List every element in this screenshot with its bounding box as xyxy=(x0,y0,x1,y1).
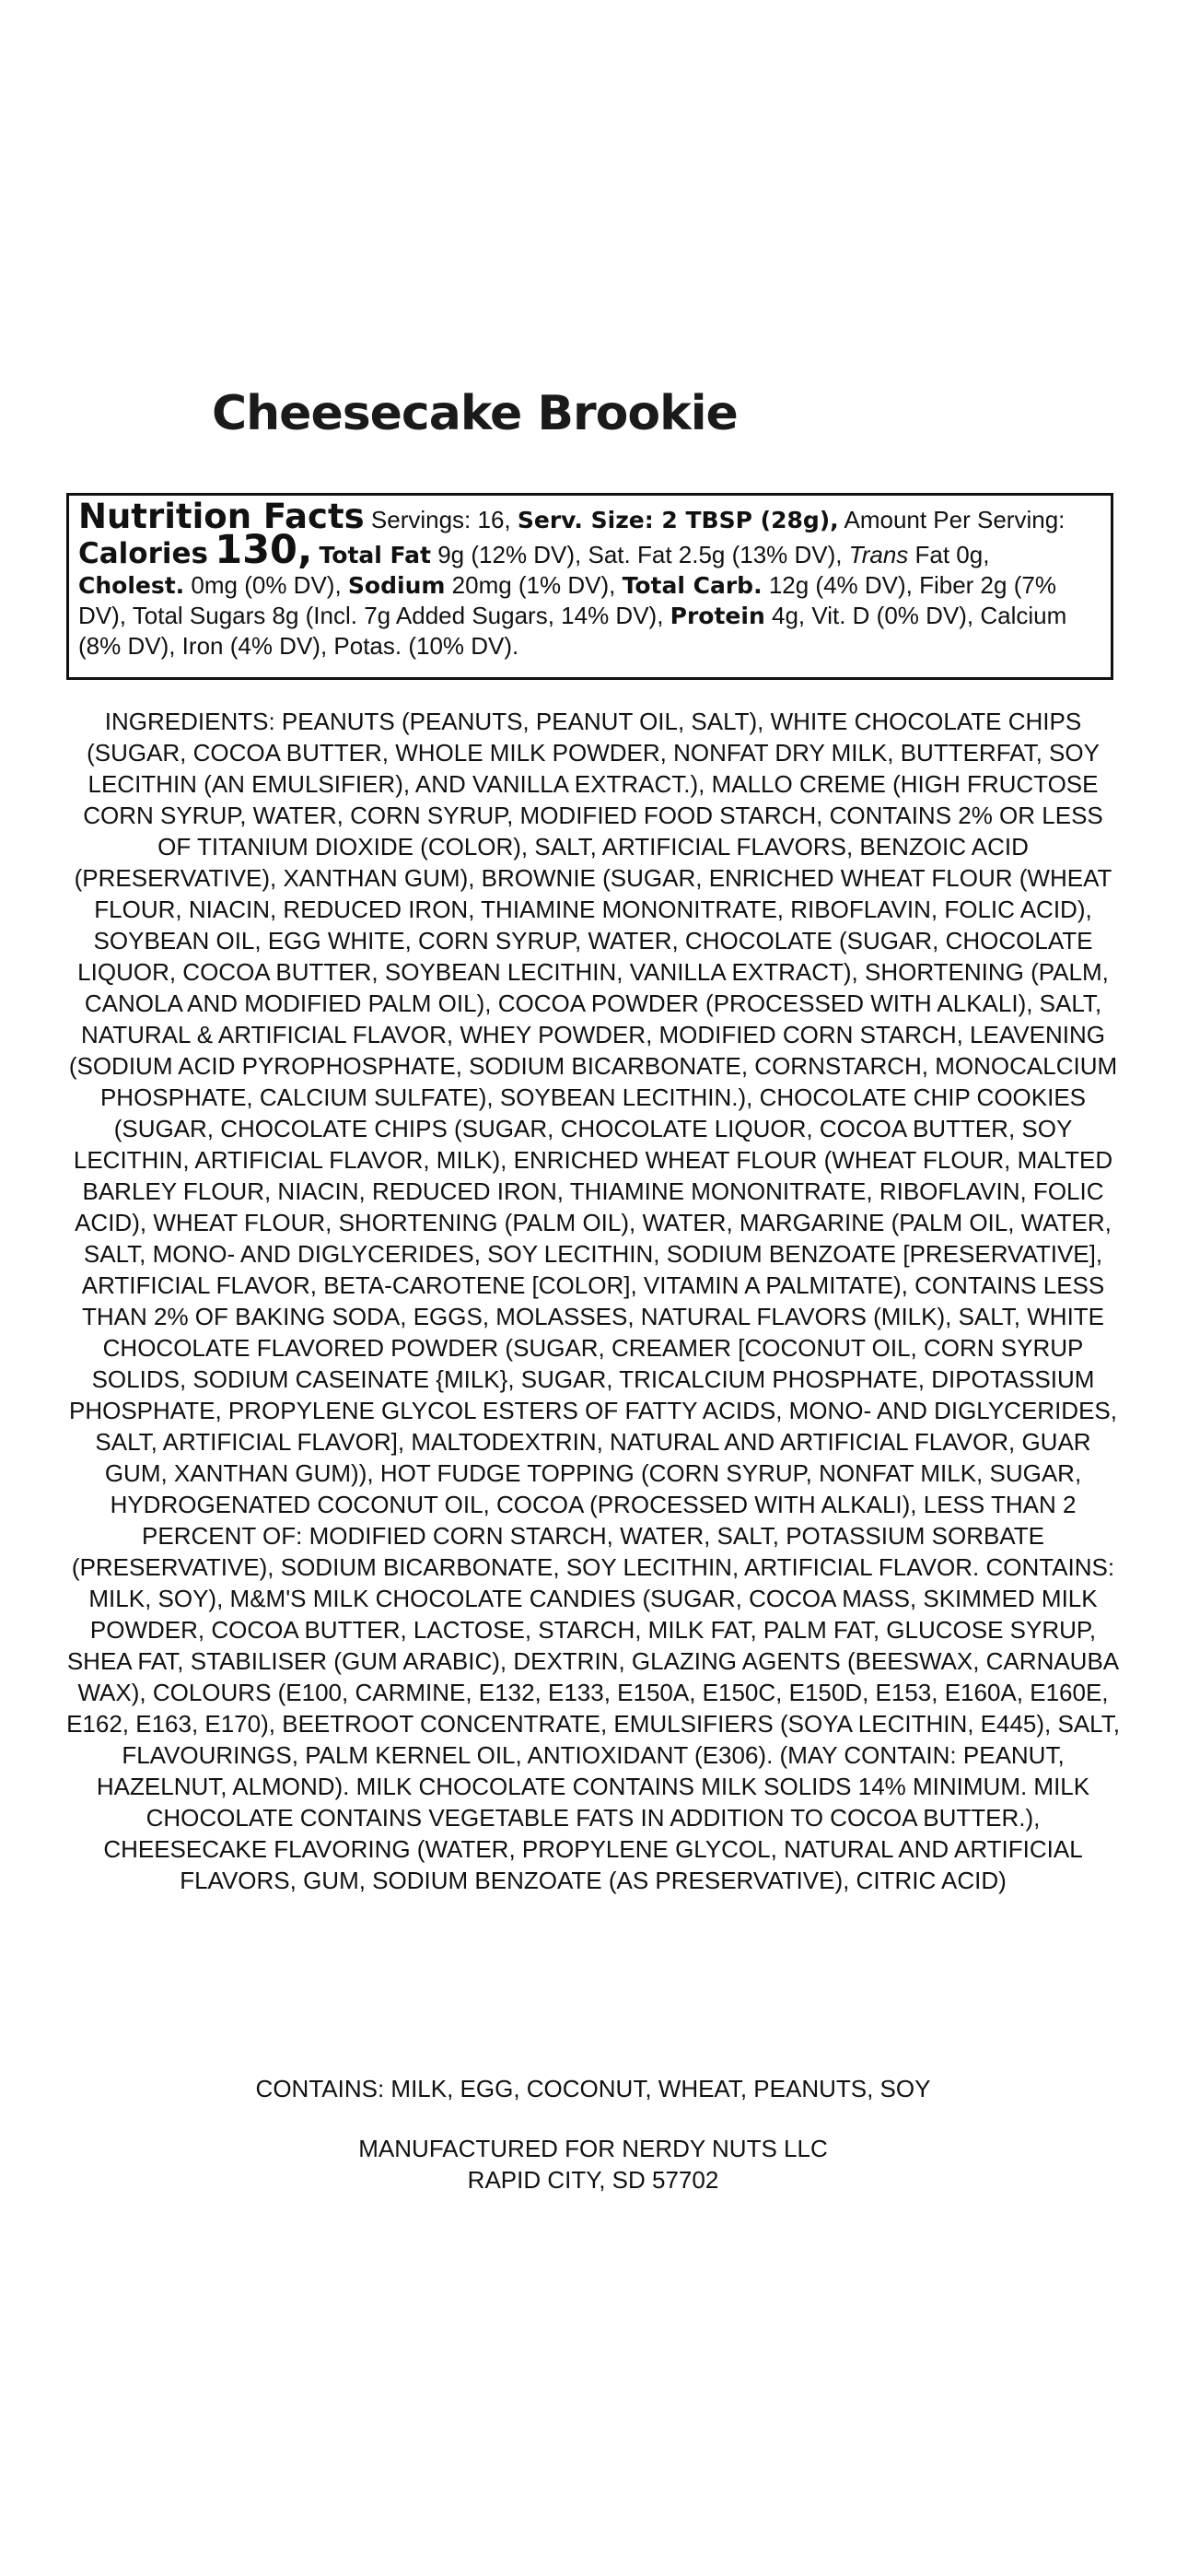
nutrition-total-fat-value: 9g (12% DV), Sat. Fat 2.5g (13% DV), xyxy=(437,541,843,568)
nutrition-carb-value: 12g (4% DV), Fiber 2g (7% DV), Total Sugars 8g (Incl. 7g Added Sugars, 14% DV), xyxy=(78,571,1056,629)
nutrition-servings: Servings: 16, xyxy=(370,506,511,533)
nutrition-sodium-label: Sodium xyxy=(347,572,446,599)
nutrition-trans-label: Trans xyxy=(848,541,909,568)
nutrition-trans-value: Fat 0g, xyxy=(914,541,990,568)
manufacturer-info xyxy=(64,2133,1122,2195)
nutrition-facts-panel xyxy=(66,493,1113,680)
product-title: Cheesecake Brookie xyxy=(212,386,738,441)
nutrition-calories-label: Calories xyxy=(78,537,208,570)
nutrition-total-fat-label: Total Fat xyxy=(319,542,431,568)
nutrition-sodium-value: 20mg (1% DV), xyxy=(451,571,616,599)
ingredients-list: INGREDIENTS: PEANUTS (PEANUTS, PEANUT OIL, SALT), WHITE CHOCOLATE CHIPS (SUGAR, COCOA BUTTER, WHOLE MILK POWDER, NONFAT DRY MILK, BUTTERFAT, SOY LECITHIN (AN EMULSIFIER), AND VANILLA EXTRACT.), MALLO CREME (HIGH FRUCTOSE CORN SYRUP, WATER, CORN SYRUP, MODIFIED FOOD STARCH, CONTAINS 2% OR LESS OF TITANIUM DIOXIDE (COLOR), SALT, ARTIFICIAL FLAVORS, BENZOIC ACID (PRESERVATIVE), XANTHAN GUM), BROWNIE (SUGAR, ENRICHED WHEAT FLOUR (WHEAT FLOUR, NIACIN, REDUCED IRON, THIAMINE MONONITRATE, RIBOFLAVIN, FOLIC ACID), SOYBEAN OIL, EGG WHITE, CORN SYRUP, WATER, CHOCOLATE (SUGAR, CHOCOLATE LIQUOR, COCOA BUTTER, SOYBEAN LECITHIN, VANILLA EXTRACT), SHORTENING (PALM, CANOLA AND MODIFIED PALM OIL), COCOA POWDER (PROCESSED WITH ALKALI), SALT, NATURAL & ARTIFICIAL FLAVOR, WHEY POWDER, MODIFIED CORN STARCH, LEAVENING (SODIUM ACID PYROPHOSPHATE, SODIUM BICARBONATE, CORNSTARCH, MONOCALCIUM PHOSPHATE, CALCIUM SULFATE), SOYBEAN LECITHIN.), CHOCOLATE CHIP COOKIES (SUGAR, CHOCOLATE CHIPS (SUGAR, CHOCOLATE LIQUOR, COCOA BUTTER, SOY LECITHIN, ARTIFICIAL FLAVOR, MILK), ENRICHED WHEAT FLOUR (WHEAT FLOUR, MALTED BARLEY FLOUR, NIACIN, REDUCED IRON, THIAMINE MONONITRATE, RIBOFLAVIN, FOLIC ACID), WHEAT FLOUR, SHORTENING (PALM OIL), WATER, MARGARINE (PALM OIL, WATER, SALT, MONO- AND DIGLYCERIDES, SOY LECITHIN, SODIUM BENZOATE [PRESERVATIVE], ARTIFICIAL FLAVOR, BETA-CAROTENE [COLOR], VITAMIN A PALMITATE), CONTAINS LESS THAN 2% OF BAKING SODA, EGGS, MOLASSES, NATURAL FLAVORS (MILK), SALT, WHITE CHOCOLATE FLAVORED POWDER (SUGAR, CREAMER [COCONUT OIL, CORN SYRUP SOLIDS, SODIUM CASEINATE {MILK}, SUGAR, TRICALCIUM PHOSPHATE, DIPOTASSIUM PHOSPHATE, PROPYLENE GLYCOL ESTERS OF FATTY ACIDS, MONO- AND DIGLYCERIDES, SALT, ARTIFICIAL FLAVOR], MALTODEXTRIN, NATURAL AND ARTIFICIAL FLAVOR, GUAR GUM, XANTHAN GUM)), HOT FUDGE TOPPING (CORN SYRUP, NONFAT MILK, SUGAR, HYDROGENATED COCONUT OIL, COCOA (PROCESSED WITH ALKALI), LESS THAN 2 PERCENT OF: MODIFIED CORN STARCH, WATER, SALT, POTASSIUM SORBATE (PRESERVATIVE), SODIUM BICARBONATE, SOY LECITHIN, ARTIFICIAL FLAVOR. CONTAINS: MILK, SOY), M&M'S MILK CHOCOLATE CANDIES (SUGAR, COCOA MASS, SKIMMED MILK POWDER, COCOA BUTTER, LACTOSE, STARCH, MILK FAT, PALM FAT, GLUCOSE SYRUP, SHEA FAT, STABILISER (GUM ARABIC), DEXTRIN, GLAZING AGENTS (BEESWAX, CARNAUBA WAX), COLOURS (E100, CARMINE, E132, E133, E150A, E150C, E150D, E153, E160A, E160E, E162, E163, E170), BEETROOT CONCENTRATE, EMULSIFIERS (SOYA LECITHIN, E445), SALT, FLAVOURINGS, PALM KERNEL OIL, ANTIOXIDANT (E306). (MAY CONTAIN: PEANUT, HAZELNUT, ALMOND). MILK CHOCOLATE CONTAINS MILK SOLIDS 14% MINIMUM. MILK CHOCOLATE CONTAINS VEGETABLE FATS IN ADDITION TO COCOA BUTTER.), CHEESECAKE FLAVORING (WATER, PROPYLENE GLYCOL, NATURAL AND ARTIFICIAL FLAVORS, GUM, SODIUM BENZOATE (AS PRESERVATIVE), CITRIC ACID) xyxy=(66,708,1120,1894)
nutrition-amount-per-serving: Amount Per Serving: xyxy=(844,506,1066,533)
nutrition-cholesterol-value: 0mg (0% DV), xyxy=(191,571,342,599)
manufacturer-name: MANUFACTURED FOR NERDY NUTS LLC xyxy=(358,2135,828,2162)
nutrition-facts-heading: Nutrition Facts xyxy=(78,497,365,536)
nutrition-calories-value: 130, xyxy=(215,527,313,573)
nutrition-protein-value: 4g, Vit. D (0% DV), Calcium (8% DV), Iron (4% DV), Potas. (10% DV). xyxy=(78,602,1067,660)
nutrition-protein-label: Protein xyxy=(670,603,765,629)
allergen-statement: CONTAINS: MILK, EGG, COCONUT, WHEAT, PEANUTS, SOY xyxy=(255,2075,931,2102)
nutrition-cholesterol-label: Cholest. xyxy=(78,572,185,599)
nutrition-serving-size: Serv. Size: 2 TBSP (28g), xyxy=(517,507,839,533)
nutrition-carb-label: Total Carb. xyxy=(622,572,763,599)
manufacturer-address: RAPID CITY, SD 57702 xyxy=(467,2166,719,2194)
